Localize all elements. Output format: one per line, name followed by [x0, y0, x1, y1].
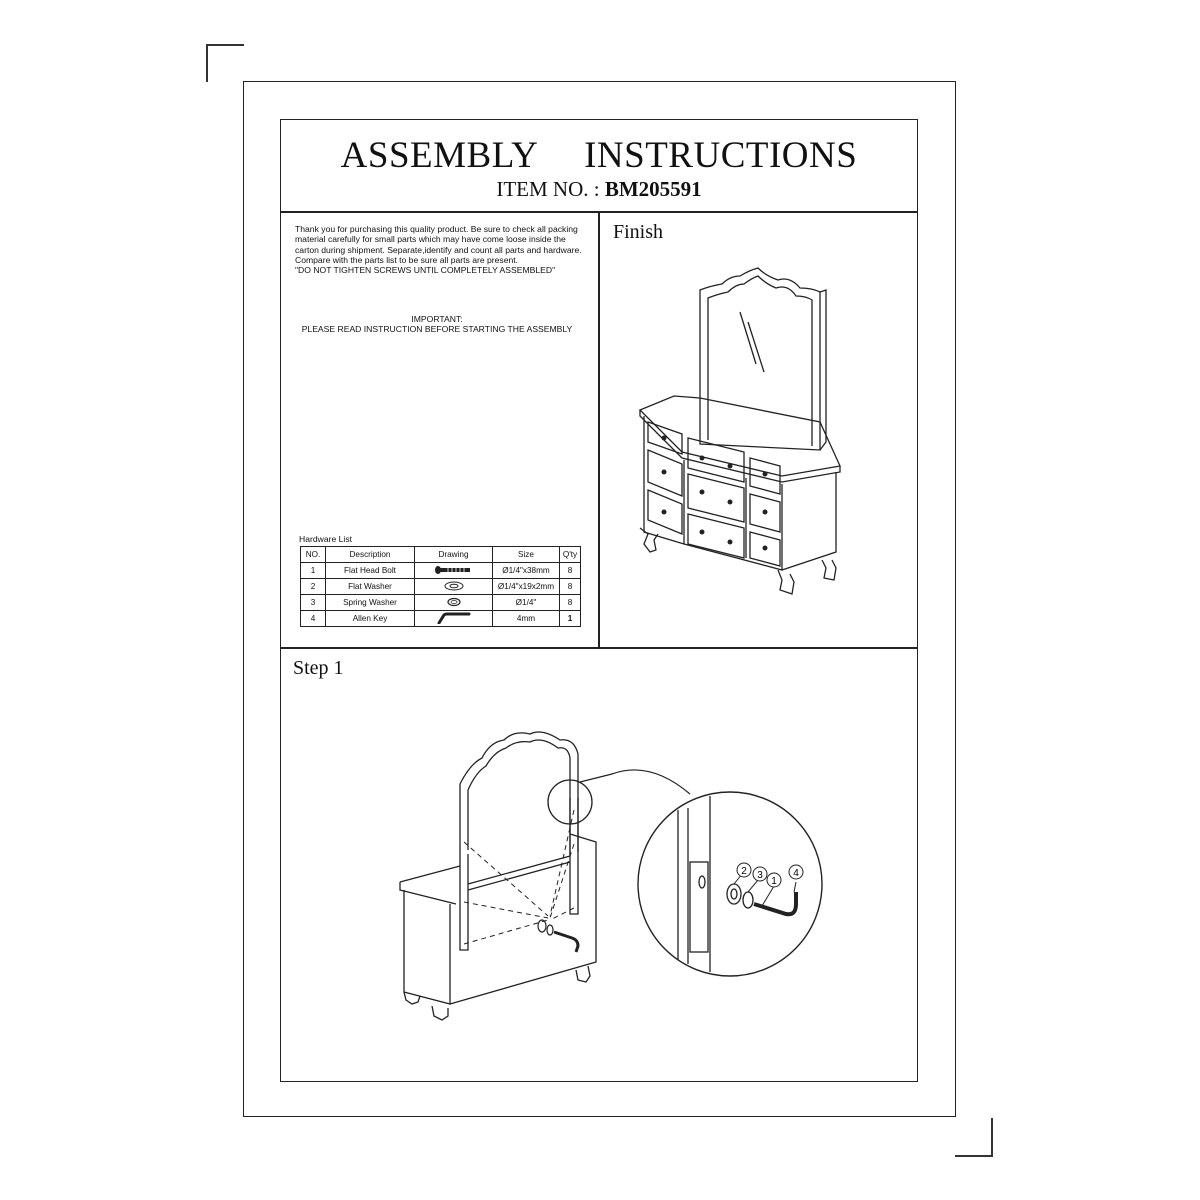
item-number-label: ITEM NO. : — [496, 177, 600, 201]
cell-qty: 8 — [560, 595, 581, 611]
important-notice — [282, 314, 592, 335]
callout-label: 3 — [757, 870, 763, 881]
intro-line: "DO NOT TIGHTEN SCREWS UNTIL COMPLETELY ASSEMBLED" — [295, 265, 556, 276]
cell-drawing — [415, 563, 493, 579]
cell-drawing — [415, 611, 493, 627]
col-drawing: Drawing — [415, 547, 493, 563]
item-number-value: BM205591 — [604, 177, 702, 201]
cell-qty: 8 — [560, 579, 581, 595]
important-heading: IMPORTANT: — [411, 314, 463, 324]
intro-text — [295, 224, 591, 275]
cell-description: Spring Washer — [326, 595, 415, 611]
item-number-line — [280, 177, 918, 202]
step-divider — [280, 647, 918, 649]
crop-mark-top-left-h — [206, 44, 244, 46]
important-text: PLEASE READ INSTRUCTION BEFORE STARTING THE ASSEMBLY — [301, 324, 573, 335]
hardware-list-caption: Hardware List — [299, 534, 353, 544]
bolt-icon — [434, 565, 474, 575]
cell-size: Ø1/4"x19x2mm — [493, 579, 560, 595]
hardware-table-header — [301, 547, 581, 563]
crop-mark-top-left-v — [206, 44, 208, 82]
callout-label: 1 — [771, 876, 777, 887]
cell-drawing — [415, 595, 493, 611]
cell-no: 2 — [301, 579, 326, 595]
title-word-1: ASSEMBLY — [340, 135, 539, 176]
cell-qty: 1 — [560, 611, 581, 627]
cell-size: Ø1/4" — [493, 595, 560, 611]
column-divider — [598, 211, 600, 648]
cell-no: 3 — [301, 595, 326, 611]
page-title — [280, 134, 918, 177]
table-row — [301, 595, 581, 611]
cell-description: Flat Washer — [326, 579, 415, 595]
cell-no: 1 — [301, 563, 326, 579]
table-row — [301, 563, 581, 579]
intro-line: material carefully for small parts which may have come loose inside the — [295, 234, 566, 245]
intro-line: Thank you for purchasing this quality product. Be sure to check all packing — [295, 224, 578, 234]
allen-key-icon — [436, 612, 472, 624]
cell-qty: 8 — [560, 563, 581, 579]
title-word-2: INSTRUCTIONS — [584, 135, 858, 176]
flat-washer-icon — [443, 581, 465, 591]
hardware-detail-zoom — [638, 792, 822, 976]
callout-label: 4 — [793, 868, 799, 879]
table-row — [301, 611, 581, 627]
hardware-table — [300, 546, 581, 627]
callout-label: 2 — [741, 866, 747, 877]
crop-mark-bottom-right-h — [955, 1155, 993, 1157]
cell-description: Flat Head Bolt — [326, 563, 415, 579]
cell-size: 4mm — [493, 611, 560, 627]
finished-dresser-illustration — [630, 262, 850, 612]
spring-washer-icon — [445, 597, 463, 607]
col-size: Size — [493, 547, 560, 563]
step-1-illustration — [390, 724, 830, 1024]
col-no: NO. — [301, 547, 326, 563]
cell-size: Ø1/4"x38mm — [493, 563, 560, 579]
step-1-title: Step 1 — [293, 657, 344, 679]
cell-drawing — [415, 579, 493, 595]
cell-description: Allen Key — [326, 611, 415, 627]
cell-no: 4 — [301, 611, 326, 627]
crop-mark-bottom-right-v — [991, 1118, 993, 1156]
col-qty: Q'ty — [560, 547, 581, 563]
intro-line: carton during shipment. Separate,identify and count all parts and hardware. — [295, 244, 582, 255]
intro-line: Compare with the parts list to be sure all parts are present. — [295, 254, 519, 265]
table-row — [301, 579, 581, 595]
col-description: Description — [326, 547, 415, 563]
finish-title: Finish — [613, 221, 664, 243]
